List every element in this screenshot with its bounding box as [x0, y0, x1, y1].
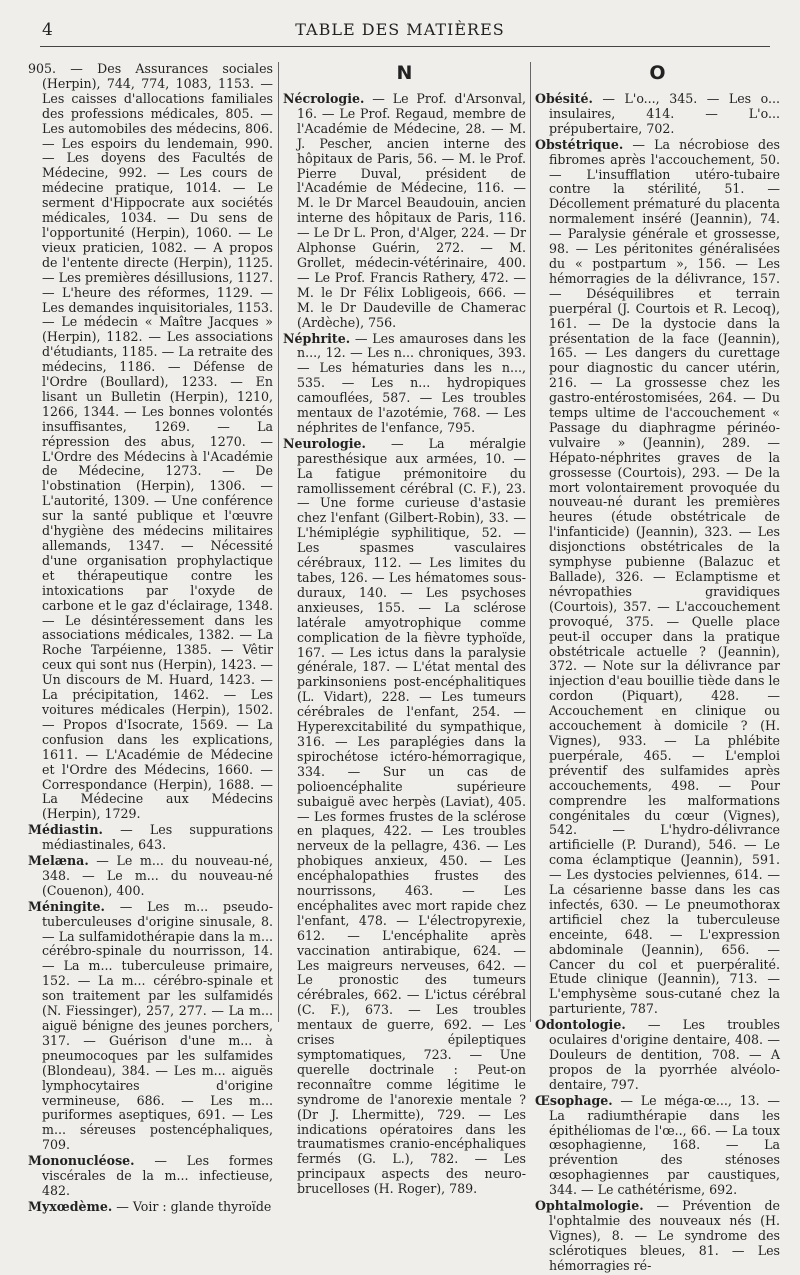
entry-text: — Les amauroses dans les n..., 12. — Les n... chroniques, 393. — Les hématuries dans les n..., 535. — Les n... hydropiques camouflées, 587. — Les troubles mentaux de l'azotémie, 768. — Les néphrites de l'enfance, 795.	[297, 330, 526, 435]
index-entry	[535, 1094, 780, 1198]
column-divider	[278, 62, 279, 1022]
index-entry	[28, 900, 273, 1153]
entry-heading: Obésité.	[535, 91, 593, 106]
entry-text: — Le Prof. d'Arsonval, 16. — Le Prof. Regaud, membre de l'Académie de Médecine, 28. — M. J. Pescher, ancien interne des hôpitaux de Paris, 56. — M. le Prof. Pierre Duval, président de l'Académie de Médecine, 116. — M. le Dr Marcel Beaudouin, ancien interne des hôpitaux de Paris, 116. — Le Dr L. Pron, d'Alger, 224. — Dr Alphonse Guérin, 272. — M. Grollet, médecin-vétérinaire, 400. — Le Prof. Francis Rathery, 472. — M. le Dr Félix Lobligeois, 666. — M. le Dr Daudeville de Chamerac (Ardèche), 756.	[297, 91, 526, 330]
running-title: TABLE DES MATIÈRES	[295, 20, 505, 39]
entry-heading: Obstétrique.	[535, 136, 624, 152]
section-letter: O	[649, 62, 666, 84]
entry-heading: Ophtalmologie.	[535, 1198, 644, 1214]
index-entry	[535, 92, 780, 137]
entry-heading: Œsophage.	[535, 1092, 613, 1108]
page-number: 4	[42, 20, 53, 40]
index-entry	[28, 1154, 273, 1199]
index-entry	[283, 92, 526, 331]
entry-text: — Le m... du nouveau-né, 348. — Le m... du nouveau-né (Couenon), 400.	[42, 853, 273, 898]
index-column-1	[28, 62, 273, 1216]
index-entry	[28, 823, 273, 853]
index-entry	[283, 437, 526, 1197]
entry-text: — L'o..., 345. — Les o... insulaires, 414. — L'o... prépubertaire, 702.	[549, 91, 780, 136]
index-entry	[28, 854, 273, 899]
entry-text: — Les suppurations médiastinales, 643.	[42, 822, 273, 853]
entry-text: — Les m... pseudo-tuberculeuses d'origine sinusale, 8. — La sulfamidothérapie dans la m... cérébro-spinale du nourrisson, 14. — La m... tuberculeuse primaire, 152. — La m... cérébro-spinale et son traitement par les sulfamidés (N. Fiessinger), 257, 277. — La m... aiguë bénigne des jeunes porchers, 317. — Guérison d'une m... à pneumocoques par les sulfamides (Blondeau), 384. — Les m... aiguës lymphocytaires d'origine vermineuse, 686. — Les m... puriformes aseptiques, 691. — Les m... séreuses postencéphaliques, 709.	[42, 898, 273, 1153]
entry-heading: Myxœdème.	[28, 1198, 113, 1214]
entry-text: — La méralgie paresthésique aux armées, 10. — La fatigue prémonitoire du ramollissement cérébral (C. F.), 23. — Une forme curieuse d'astasie chez l'enfant (Gilbert-Robin), 33. — L'hémiplégie syphilitique, 52. — Les spasmes vasculaires cérébraux, 112. — Les limites du tabes, 126. — Les hématomes sous-duraux, 140. — Les psychoses anxieuses, 155. — La sclérose latérale amyotrophique comme complication de la fièvre typhoïde, 167. — Les ictus dans la paralysie générale, 187. — L'état mental des parkinsoniens post-encéphalitiques (L. Vidart), 228. — Les tumeurs cérébrales de l'enfant, 254. — Hyperexcitabilité du sympathique, 316. — Les paraplégies dans la spirochétose ictéro-hémorragique, 334. — Sur un cas de polioencéphalite supérieure subaiguë avec herpès (Laviat), 405. — Les formes frustes de la sclérose en plaques, 422. — Les troubles nerveux de la pellagre, 436. — Les phobiques anxieux, 450. — Les encéphalopathies frustes des nourrissons, 463. — Les encéphalites avec mort rapide chez l'enfant, 478. — L'électropyrexie, 612. — L'encéphalite après vaccination antirabique, 624. — Les maigreurs nerveuses, 642. — Le pronostic des tumeurs cérébrales, 662. — L'ictus cérébral (C. F.), 673. — Les troubles mentaux de guerre, 692. — Les crises épileptiques symptomatiques, 723. — Une querelle doctrinale : Peut-on reconnaître comme légitime le syndrome de l'anorexie mentale ? (Dr J. Lhermitte), 729. — Les indications opératoires dans les traumatismes cranio-encéphaliques fermés (G. L.), 782. — Les principaux aspects des neuro-brucelloses (H. Roger), 789.	[297, 435, 526, 1197]
entry-heading: Médiastin.	[28, 822, 103, 838]
header-rule	[40, 46, 770, 47]
entry-heading: Néphrite.	[283, 330, 351, 346]
entry-text: — Les troubles oculaires d'origine dentaire, 408. — Douleurs de dentition, 708. — A propos de la pyorrhée alvéolo-dentaire, 797.	[549, 1017, 780, 1092]
entry-text: — Prévention de l'ophtalmie des nouveaux nés (H. Vignes), 8. — Le syndrome des sclérotiques bleues, 81. — Les hémorragies ré-	[549, 1198, 780, 1273]
entry-text: — Le méga-œ..., 13. — La radiumthérapie dans les épithéliomas de l'œ.., 66. — La toux œsophagienne, 168. — La prévention des sténoses œsophagiennes par caustiques, 344. — Le cathétérisme, 692.	[549, 1092, 780, 1198]
index-entry	[535, 1018, 780, 1093]
column-divider	[530, 62, 531, 1022]
section-letter: N	[396, 62, 413, 84]
entry-text: — Voir : glande thyroïde	[112, 1198, 272, 1214]
entry-heading: Nécrologie.	[283, 91, 365, 106]
entry-heading: Méningite.	[28, 898, 105, 914]
index-entry	[535, 138, 780, 1017]
index-entry	[28, 62, 273, 822]
entry-text: — Les formes viscérales de la m... infectieuse, 482.	[42, 1153, 273, 1198]
entry-text: — La nécrobiose des fibromes après l'accouchement, 50. — L'insufflation utéro-tubaire contre la stérilité, 51. — Décollement prématuré du placenta normalement inséré (Jeannin), 74. — Paralysie générale et grossesse, 98. — Les péritonites généralisées du « postpartum », 156. — Les hémorragies de la délivrance, 157. — Déséquilibres et terrain puerpéral (J. Courtois et R. Lecoq), 161. — De la dystocie dans la présentation de la face (Jeannin), 165. — Les dangers du curettage pour diagnostic du cancer utérin, 216. — La grossesse chez les gastro-entérostomisées, 264. — Du temps ultime de l'accouchement « Passage du diaphragme périnéo-vulvaire » (Jeannin), 289. — Hépato-néphrites graves de la grossesse (Courtois), 293. — De la mort volontairement provoquée du nouveau-né durant les premières heures (étude obstétricale de l'infanticide) (Jeannin), 323. — Les disjonctions obstétricales de la symphyse pubienne (Balazuc et Ballade), 326. — Eclamptisme et névropathies gravidiques (Courtois), 357. — L'accouchement provoqué, 375. — Quelle place peut-il occuper dans la pratique obstétricale actuelle ? (Jeannin), 372. — Note sur la délivrance par injection d'eau bouillie tiède dans le cordon (Piquart), 428. — Accouchement en clinique ou accouchement à domicile ? (H. Vignes), 933. — La phlébite puerpérale, 465. — L'emploi préventif des sulfamides après accouchements, 498. — Pour comprendre les malformations congénitales du cœur (Vignes), 542. — L'hydro-délivrance artificielle (P. Durand), 546. — Le coma éclamptique (Jeannin), 591. — Les dystocies pelviennes, 614. — La césarienne basse dans les cas infectés, 630. — Le pneumothorax artificiel chez la tuberculeuse enceinte, 648. — L'expression abdominale (Jeannin), 656. — Cancer du col et puerpéralité. Etude clinique (Jeannin), 713. — L'emphysème sous-cutané chez la parturiente, 787.	[549, 136, 780, 1017]
page-header	[0, 14, 800, 40]
index-column-2	[283, 62, 526, 1198]
index-entry	[28, 1200, 273, 1215]
entry-heading: Neurologie.	[283, 435, 366, 451]
entry-heading: Odontologie.	[535, 1017, 626, 1033]
entry-heading: Melæna.	[28, 853, 89, 869]
entry-text: 905. — Des Assurances sociales (Herpin), 744, 774, 1083, 1153. — Les caisses d'allocations familiales des professions médicales, 805. — Les automobiles des médecins, 806. — Les espoirs du lendemain, 990. — Les doyens des Facultés de Médecine, 992. — Les cours de médecine pratique, 1014. — Le serment d'Hippocrate aux sociétés médicales, 1034. — Du sens de l'opportunité (Herpin), 1060. — Le vieux praticien, 1082. — A propos de l'entente directe (Herpin), 1125. — Les premières désillusions, 1127. — L'heure des réformes, 1129. — Les demandes inquisitoriales, 1153. — Le médecin « Maître Jacques » (Herpin), 1182. — Les associations d'étudiants, 1185. — La retraite des médecins, 1186. — Défense de l'Ordre (Boullard), 1233. — En lisant un Bulletin (Herpin), 1210, 1266, 1344. — Les bonnes volontés insuffisantes, 1269. — La répression des abus, 1270. — L'Ordre des Médecins à l'Académie de Médecine, 1273. — De l'obstination (Herpin), 1306. — L'autorité, 1309. — Une conférence sur la santé publique et l'œuvre d'hygiène des médecins militaires allemands, 1347. — Nécessité d'une organisation prophylactique et thérapeutique contre les intoxications par l'oxyde de carbone et le gaz d'éclairage, 1348. — Le désintéressement dans les associations médicales, 1382. — La Roche Tarpéienne, 1385. — Vêtir ceux qui sont nus (Herpin), 1423. — Un discours de M. Huard, 1423. — La précipitation, 1462. — Les voitures médicales (Herpin), 1502. — Propos d'Isocrate, 1569. — La confusion dans les explications, 1611. — L'Académie de Médecine et l'Ordre des Médecins, 1660. — Correspondance (Herpin), 1688. — La Médecine aux Médecins (Herpin), 1729.	[28, 61, 273, 822]
index-entry	[283, 332, 526, 436]
entry-heading: Mononucléose.	[28, 1153, 135, 1169]
index-column-3	[535, 62, 780, 1275]
index-entry	[535, 1199, 780, 1274]
